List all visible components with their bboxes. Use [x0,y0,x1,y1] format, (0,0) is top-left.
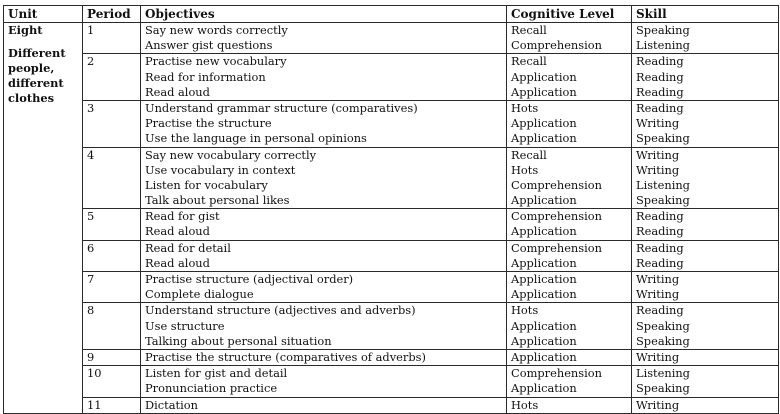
objective-text: Talking about personal situation [145,333,332,348]
table-row [4,23,779,54]
cognitive-level-text: Application [511,381,577,396]
cognitive-level-text: Application [511,69,577,84]
skill-cell [632,272,779,303]
objective-text: Read aloud [145,255,210,270]
skill-text: Writing [636,397,680,412]
skill-text: Reading [636,255,684,270]
skill-text: Speaking [636,193,690,208]
cognitive-level-text: Recall [511,54,547,69]
cognitive-level-text: Application [511,193,577,208]
table-row [4,100,779,147]
cognitive-level-cell [507,303,632,350]
objectives-cell [141,100,507,147]
cognitive-level-cell [507,240,632,271]
cognitive-level-text: Application [511,224,577,239]
period-cell: 1 [83,23,141,54]
table-row [4,147,779,209]
skill-text: Speaking [636,333,690,348]
objective-text: Read aloud [145,224,210,239]
cognitive-level-cell [507,349,632,365]
cognitive-level-text: Comprehension [511,177,602,192]
skill-text: Writing [636,287,680,302]
cognitive-level-text: Hots [511,397,539,412]
skill-text: Reading [636,224,684,239]
skill-text: Writing [636,147,680,162]
objective-text: Read for gist [145,209,220,224]
cognitive-level-text: Application [511,318,577,333]
skill-text: Reading [636,100,684,115]
objective-text: Listen for gist and detail [145,366,288,381]
unit-title: Different people, different clothes [8,46,66,105]
objective-text: Understand structure (adjectives and adverbs) [145,303,416,318]
objectives-cell [141,54,507,101]
table-row [4,54,779,101]
cognitive-level-text: Hots [511,162,539,177]
table-row [4,397,779,413]
skill-cell [632,147,779,209]
objective-text: Answer gist questions [145,38,273,53]
period-cell: 8 [83,303,141,350]
table-row [4,366,779,397]
cognitive-level-cell [507,100,632,147]
skill-cell [632,23,779,54]
skill-text: Speaking [636,318,690,333]
header-unit: Unit [4,6,83,23]
unit-cell [4,23,83,414]
table-body [4,23,779,414]
cognitive-level-text: Application [511,131,577,146]
table-row [4,209,779,240]
objective-text: Say new words correctly [145,23,288,37]
objectives-cell [141,303,507,350]
objective-text: Say new vocabulary correctly [145,147,317,162]
objectives-cell [141,23,507,54]
skill-text: Reading [636,303,684,318]
skill-text: Writing [636,272,680,286]
period-cell: 10 [83,366,141,397]
objective-text: Practise the structure (comparatives of adverbs) [145,349,426,364]
cognitive-level-text: Comprehension [511,366,602,381]
skill-cell [632,54,779,101]
cognitive-level-text: Hots [511,303,539,318]
cognitive-level-cell [507,23,632,54]
objective-text: Practise structure (adjectival order) [145,272,354,286]
objectives-cell [141,349,507,365]
cognitive-level-text: Comprehension [511,209,602,224]
objective-text: Pronunciation practice [145,381,278,396]
objectives-cell [141,209,507,240]
objective-text: Use structure [145,318,225,333]
cognitive-level-text: Recall [511,147,547,162]
objectives-cell [141,147,507,209]
skill-text: Reading [636,209,684,224]
objective-text: Understand grammar structure (comparatives) [145,100,418,115]
objective-text: Talk about personal likes [145,193,290,208]
cognitive-level-text: Application [511,255,577,270]
objective-text: Practise new vocabulary [145,54,287,69]
header-row [4,6,779,23]
period-cell: 7 [83,272,141,303]
objective-text: Complete dialogue [145,287,254,302]
skill-text: Writing [636,116,680,131]
table-row [4,303,779,350]
cognitive-level-text: Comprehension [511,38,602,53]
cognitive-level-text: Application [511,333,577,348]
period-cell: 4 [83,147,141,209]
cognitive-level-text: Hots [511,100,539,115]
period-cell: 9 [83,349,141,365]
cognitive-level-cell [507,147,632,209]
skill-cell [632,366,779,397]
skill-text: Writing [636,349,680,364]
skill-text: Listening [636,366,690,381]
objective-text: Use vocabulary in context [145,162,296,177]
header-objectives: Objectives [141,6,507,23]
skill-cell [632,240,779,271]
cognitive-level-text: Application [511,116,577,131]
cognitive-level-text: Application [511,84,577,99]
period-cell: 2 [83,54,141,101]
skill-text: Speaking [636,23,690,37]
objective-text: Use the language in personal opinions [145,131,367,146]
header-period: Period [83,6,141,23]
unit-name: Eight [8,23,43,37]
period-cell: 5 [83,209,141,240]
cognitive-level-cell [507,54,632,101]
cognitive-level-text: Application [511,349,577,364]
lesson-plan-table [3,5,779,414]
objectives-cell [141,240,507,271]
cognitive-level-cell [507,272,632,303]
objectives-cell [141,397,507,413]
skill-cell [632,100,779,147]
period-cell: 3 [83,100,141,147]
cognitive-level-text: Comprehension [511,240,602,255]
cognitive-level-cell [507,366,632,397]
skill-text: Listening [636,177,690,192]
table-row [4,272,779,303]
skill-cell [632,303,779,350]
cognitive-level-text: Application [511,272,577,286]
objective-text: Read aloud [145,84,210,99]
period-cell: 6 [83,240,141,271]
cognitive-level-text: Application [511,287,577,302]
objective-text: Practise the structure [145,116,272,131]
objective-text: Read for information [145,69,266,84]
header-skill: Skill [632,6,779,23]
skill-text: Speaking [636,381,690,396]
skill-cell [632,397,779,413]
cognitive-level-text: Recall [511,23,547,37]
table-row [4,240,779,271]
skill-text: Reading [636,69,684,84]
skill-text: Speaking [636,131,690,146]
skill-cell [632,209,779,240]
objective-text: Dictation [145,397,198,412]
skill-text: Writing [636,162,680,177]
objective-text: Read for detail [145,240,231,255]
period-cell: 11 [83,397,141,413]
skill-text: Reading [636,54,684,69]
objectives-cell [141,366,507,397]
header-cognitive-level: Cognitive Level [507,6,632,23]
objectives-cell [141,272,507,303]
cognitive-level-cell [507,209,632,240]
table-row [4,349,779,365]
skill-cell [632,349,779,365]
objective-text: Listen for vocabulary [145,177,268,192]
skill-text: Reading [636,240,684,255]
skill-text: Reading [636,84,684,99]
skill-text: Listening [636,38,690,53]
cognitive-level-cell [507,397,632,413]
